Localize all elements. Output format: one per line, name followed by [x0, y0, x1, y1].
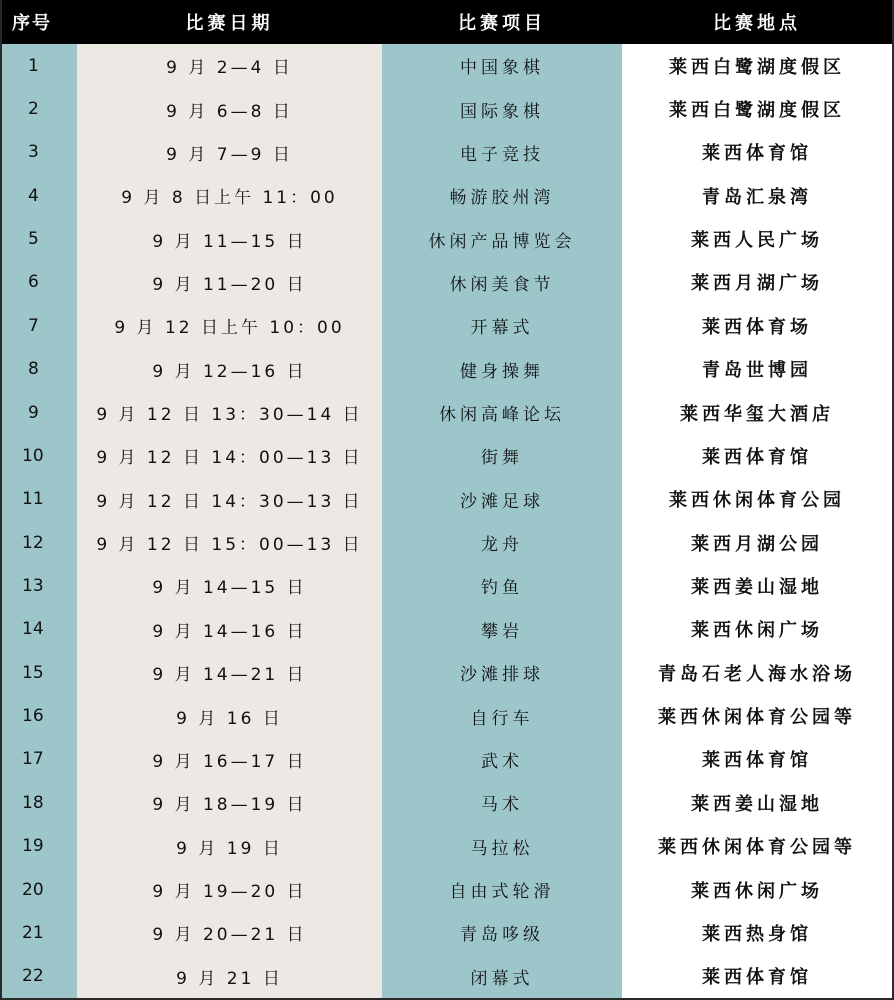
row-number: 14: [2, 608, 77, 651]
row-number: 6: [2, 261, 77, 304]
row-event: 休闲产品博览会: [382, 217, 622, 260]
row-number: 16: [2, 694, 77, 737]
row-location: 莱西体育馆: [622, 131, 892, 174]
row-date: 9 月 12 日 15：00—13 日: [77, 521, 382, 564]
row-number: 13: [2, 564, 77, 607]
header-location: 比赛地点: [713, 13, 801, 34]
row-location: 莱西休闲广场: [622, 608, 892, 651]
row-date: 9 月 12 日 13：30—14 日: [77, 391, 382, 434]
row-event: 攀岩: [382, 608, 622, 651]
row-number: 10: [2, 434, 77, 477]
row-number: 8: [2, 348, 77, 391]
row-location: 莱西休闲体育公园等: [622, 824, 892, 867]
row-number: 22: [2, 955, 77, 998]
row-location: 青岛汇泉湾: [622, 174, 892, 217]
row-location: 莱西人民广场: [622, 217, 892, 260]
row-date: 9 月 20—21 日: [77, 911, 382, 954]
table-row: [2, 434, 892, 477]
row-date: 9 月 18—19 日: [77, 781, 382, 824]
row-location: 莱西白鹭湖度假区: [622, 87, 892, 130]
table-row: [2, 521, 892, 564]
row-number: 1: [2, 44, 77, 87]
row-location: 莱西体育馆: [622, 738, 892, 781]
table-row: [2, 261, 892, 304]
row-event: 青岛哆级: [382, 911, 622, 954]
row-location: 莱西体育馆: [622, 434, 892, 477]
row-event: 武术: [382, 738, 622, 781]
table-row: [2, 304, 892, 347]
row-date: 9 月 11—15 日: [77, 217, 382, 260]
row-location: 莱西热身馆: [622, 911, 892, 954]
row-location: 莱西休闲体育公园等: [622, 694, 892, 737]
row-number: 19: [2, 824, 77, 867]
row-number: 20: [2, 868, 77, 911]
table-row: [2, 87, 892, 130]
row-number: 21: [2, 911, 77, 954]
header-date: 比赛日期: [185, 13, 274, 34]
row-location: 莱西姜山湿地: [622, 781, 892, 824]
row-number: 4: [2, 174, 77, 217]
table-row: [2, 131, 892, 174]
row-date: 9 月 19 日: [77, 824, 382, 867]
row-date: 9 月 12 日 14：30—13 日: [77, 478, 382, 521]
row-date: 9 月 7—9 日: [77, 131, 382, 174]
row-location: 莱西休闲广场: [622, 868, 892, 911]
row-event: 龙舟: [382, 521, 622, 564]
row-event: 钓鱼: [382, 564, 622, 607]
row-location: 莱西月湖广场: [622, 261, 892, 304]
row-date: 9 月 2—4 日: [77, 44, 382, 87]
row-date: 9 月 6—8 日: [77, 87, 382, 130]
table-row: [2, 824, 892, 867]
row-number: 15: [2, 651, 77, 694]
row-event: 马术: [382, 781, 622, 824]
row-date: 9 月 11—20 日: [77, 261, 382, 304]
row-number: 9: [2, 391, 77, 434]
row-event: 中国象棋: [382, 44, 622, 87]
row-date: 9 月 14—21 日: [77, 651, 382, 694]
row-number: 12: [2, 521, 77, 564]
row-date: 9 月 21 日: [77, 955, 382, 998]
table-header: [2, 0, 892, 44]
row-event: 健身操舞: [382, 348, 622, 391]
row-location: 莱西华玺大酒店: [622, 391, 892, 434]
row-event: 自行车: [382, 694, 622, 737]
table-row: [2, 955, 892, 998]
row-date: 9 月 16—17 日: [77, 738, 382, 781]
row-date: 9 月 12—16 日: [77, 348, 382, 391]
table-row: [2, 781, 892, 824]
table-row: [2, 738, 892, 781]
row-number: 18: [2, 781, 77, 824]
row-location: 莱西休闲体育公园: [622, 478, 892, 521]
row-event: 沙滩足球: [382, 478, 622, 521]
row-event: 马拉松: [382, 824, 622, 867]
row-event: 开幕式: [382, 304, 622, 347]
row-event: 闭幕式: [382, 955, 622, 998]
row-date: 9 月 16 日: [77, 694, 382, 737]
row-event: 休闲高峰论坛: [382, 391, 622, 434]
row-location: 莱西白鹭湖度假区: [622, 44, 892, 87]
table-body: [2, 44, 892, 998]
header-number: 序号: [12, 13, 52, 34]
row-location: 青岛石老人海水浴场: [622, 651, 892, 694]
row-event: 畅游胶州湾: [382, 174, 622, 217]
row-date: 9 月 14—15 日: [77, 564, 382, 607]
row-location: 莱西体育馆: [622, 955, 892, 998]
header-event: 比赛项目: [458, 13, 546, 34]
table-row: [2, 694, 892, 737]
table-row: [2, 911, 892, 954]
table-row: [2, 174, 892, 217]
table-row: [2, 348, 892, 391]
table-row: [2, 651, 892, 694]
table-row: [2, 608, 892, 651]
row-number: 2: [2, 87, 77, 130]
row-number: 11: [2, 478, 77, 521]
row-location: 莱西姜山湿地: [622, 564, 892, 607]
table-row: [2, 564, 892, 607]
row-event: 国际象棋: [382, 87, 622, 130]
row-event: 电子竞技: [382, 131, 622, 174]
row-date: 9 月 14—16 日: [77, 608, 382, 651]
row-date: 9 月 12 日 14：00—13 日: [77, 434, 382, 477]
row-date: 9 月 12 日上午 10：00: [77, 304, 382, 347]
row-number: 3: [2, 131, 77, 174]
row-location: 青岛世博园: [622, 348, 892, 391]
row-event: 沙滩排球: [382, 651, 622, 694]
row-event: 休闲美食节: [382, 261, 622, 304]
row-date: 9 月 8 日上午 11：00: [77, 174, 382, 217]
row-number: 17: [2, 738, 77, 781]
table-row: [2, 868, 892, 911]
table-row: [2, 391, 892, 434]
row-location: 莱西体育场: [622, 304, 892, 347]
row-location: 莱西月湖公园: [622, 521, 892, 564]
table-row: [2, 44, 892, 87]
table-row: [2, 478, 892, 521]
row-number: 5: [2, 217, 77, 260]
table-row: [2, 217, 892, 260]
row-number: 7: [2, 304, 77, 347]
row-event: 街舞: [382, 434, 622, 477]
row-date: 9 月 19—20 日: [77, 868, 382, 911]
row-event: 自由式轮滑: [382, 868, 622, 911]
